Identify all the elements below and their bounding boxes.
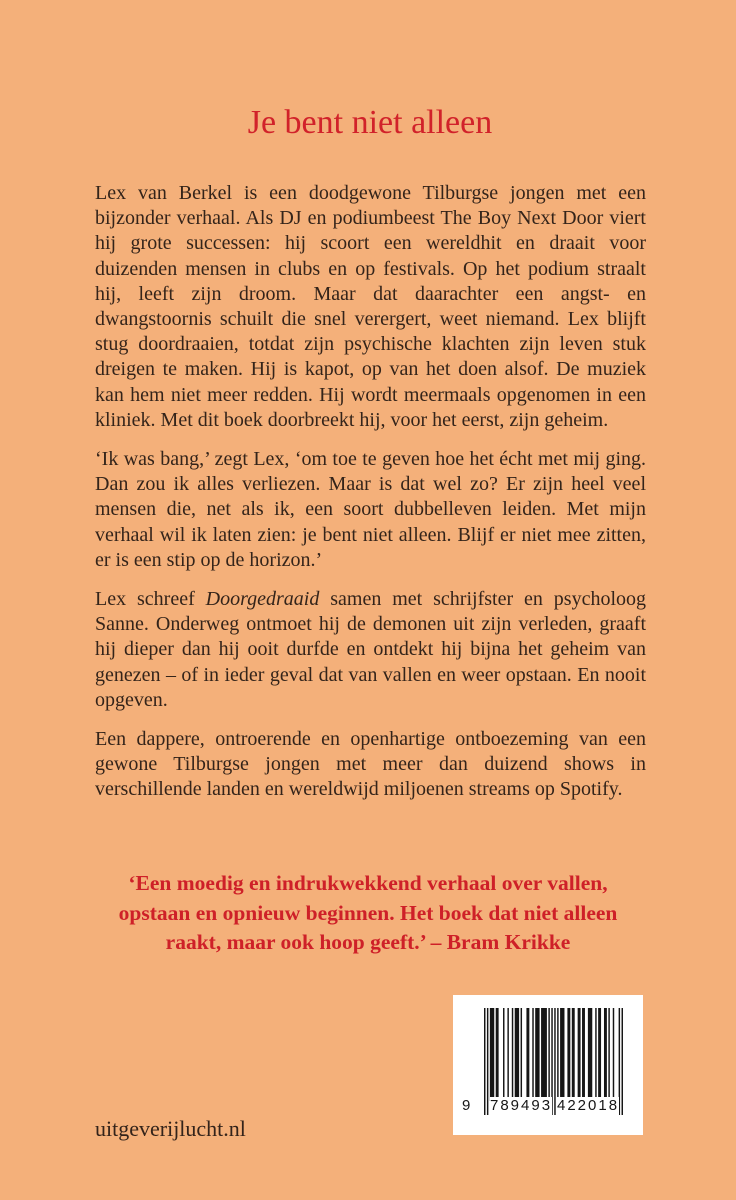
endorsement-line: raakt, maar ook hoop geeft.’ – Bram Krikke bbox=[165, 930, 571, 954]
barcode-digit-group: 422018 bbox=[557, 1097, 620, 1114]
blurb bbox=[95, 181, 646, 817]
blurb-paragraph: Een dappere, ontroerende en openhartige ontboezeming van een gewone Tilburgse jongen met meer dan duizend shows in verschillende landen en wereldwijd miljoenen streams op Spotify. bbox=[95, 728, 646, 801]
endorsement-line: opstaan en opnieuw beginnen. Het boek dat niet alleen bbox=[118, 900, 618, 925]
blurb-paragraph: ‘Ik was bang,’ zegt Lex, ‘om toe te geven hoe het écht met mij ging. Dan zou ik alles verliezen. Maar is dat wel zo? Er zijn heel veel mensen die, net als ik, een soort dubbelleven leiden. Met mijn verhaal wil ik laten zien: je bent niet alleen. Blijf er niet mee zitten, er is een stip op de horizon.’ bbox=[95, 448, 646, 571]
blurb-paragraph: Lex van Berkel is een doodgewone Tilburgse jongen met een bijzonder verhaal. Als DJ en podiumbeest The Boy Next Door viert hij grote successen: hij scoort een wereldhit en draait voor duizenden mensen in clubs en op festivals. Op het podium straalt hij, leeft zijn droom. Maar dat daarachter een angst- en dwangstoornis schuilt die snel verergert, weet niemand. Lex blijft stug doordraaien, totdat zijn psychische klachten zijn leven stuk dreigen te maken. Hij is kapot, op van het doen alsof. De muziek kan hem niet meer redden. Hij wordt meermaals opgenomen in een kliniek. Met dit boek doorbreekt hij, voor het eerst, zijn geheim. bbox=[95, 182, 646, 431]
endorsement-line: ‘Een moedig en indrukwekkend verhaal over vallen, bbox=[128, 871, 608, 895]
cover-title: Je bent niet alleen bbox=[247, 104, 493, 141]
barcode-digit-group: 9 bbox=[462, 1097, 471, 1114]
publisher-url: uitgeverijlucht.nl bbox=[95, 1116, 246, 1141]
barcode bbox=[453, 995, 643, 1135]
blurb-paragraph: Lex schreef Doorgedraaid samen met schrijfster en psycholoog Sanne. Onderweg ontmoet hij de demonen uit zijn verleden, graaft hij dieper dan hij ooit durfde en ontdekt hij bijna het geheim van genezen – of in ieder geval dat van vallen en weer opstaan. En nooit opgeven. bbox=[95, 588, 647, 711]
barcode-digit-group: 789493 bbox=[490, 1097, 553, 1114]
endorsement-quote bbox=[76, 869, 660, 958]
